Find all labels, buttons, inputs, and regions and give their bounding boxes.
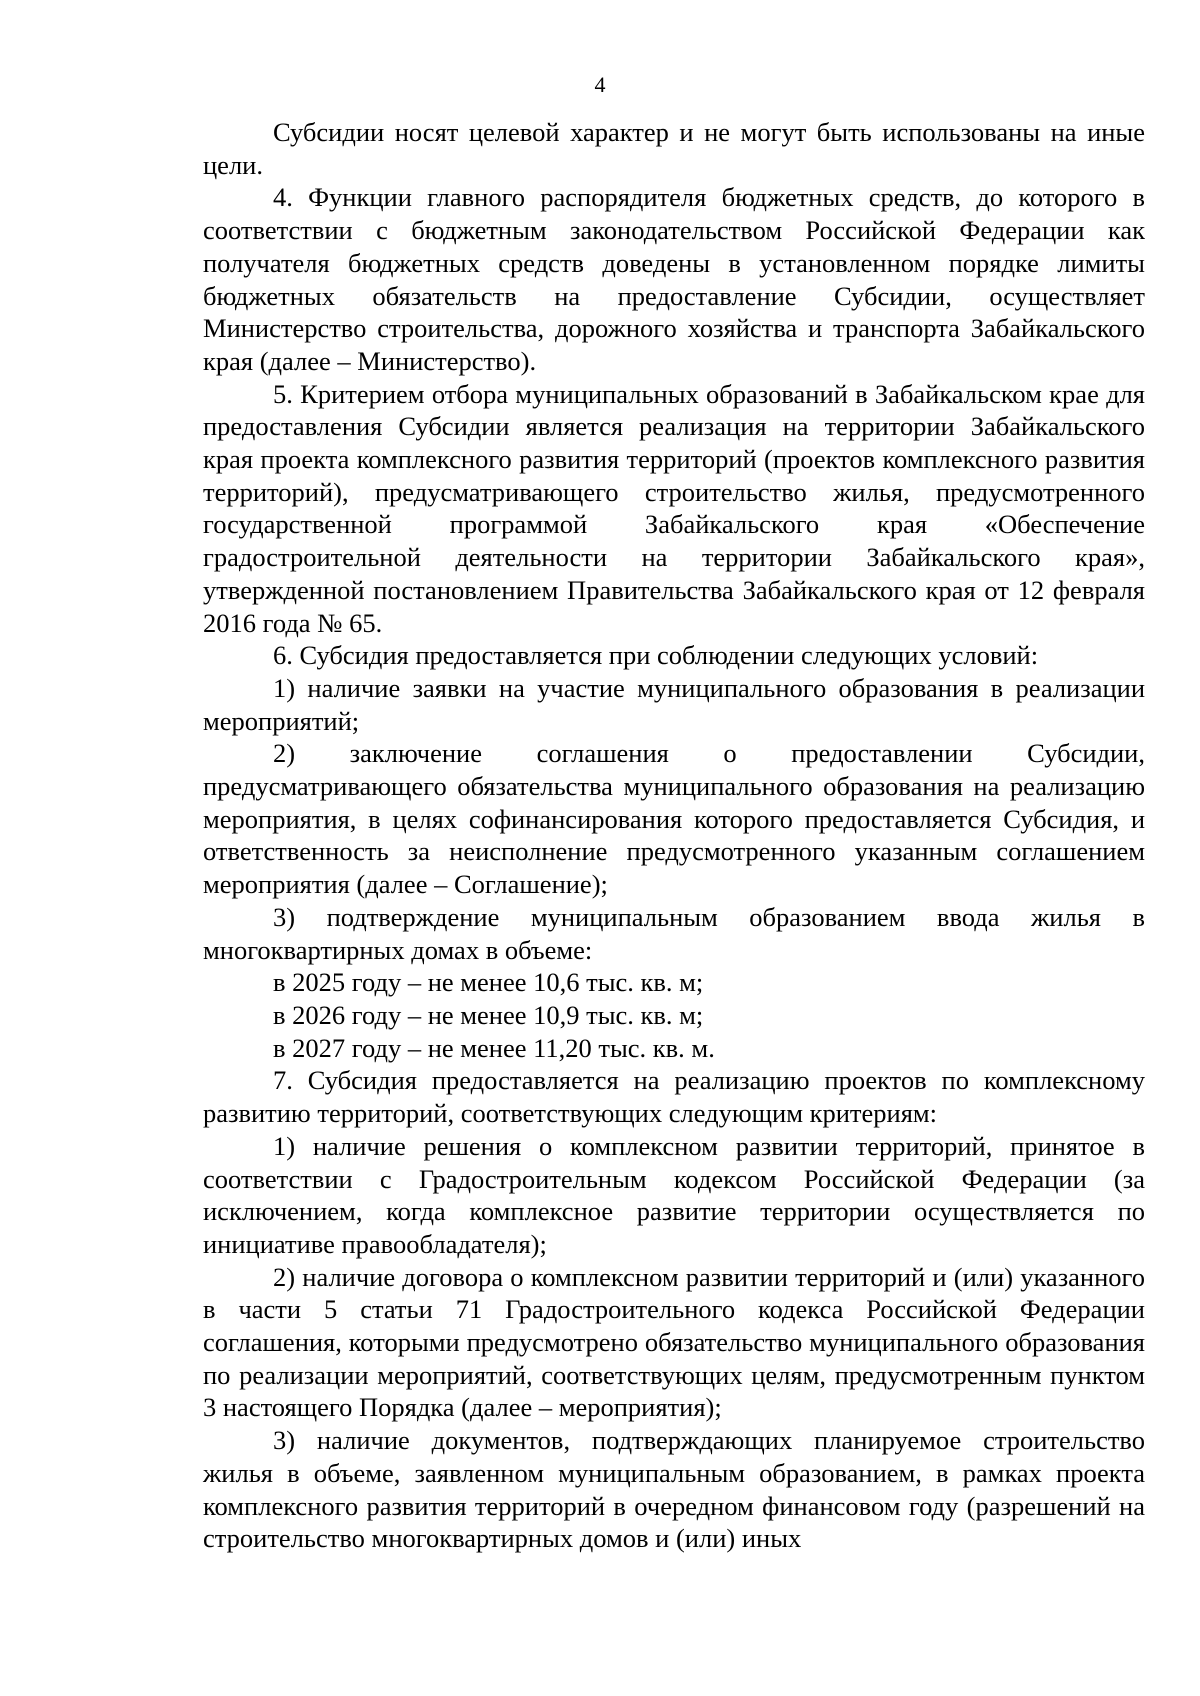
paragraph-7-criterion-3: 3) наличие документов, подтверждающих планируемое строительство жилья в объеме, заявленном муниципальным образованием, в рамках проекта комплексного развития территорий в очередном финансовом году (разрешений на строительство многоквартирных домов и (или) иных	[203, 1425, 1145, 1554]
paragraph-6-condition-1: 1) наличие заявки на участие муниципального образования в реализации мероприятий;	[203, 672, 1145, 736]
document-body	[203, 116, 1145, 1555]
paragraph-4-budget-manager: 4. Функции главного распорядителя бюджетных средств, до которого в соответствии с бюджетным законодательством Российской Федерации как получателя бюджетных средств доведены в установленном порядке лимиты бюджетных обязательств на предоставление Субсидии, осуществляет Министерство строительства, дорожного хозяйства и транспорта Забайкальского края (далее – Министерство).	[203, 182, 1145, 376]
paragraph-6-conditions: 6. Субсидия предоставляется при соблюдении следующих условий:	[273, 640, 1039, 671]
paragraph-7-criterion-1: 1) наличие решения о комплексном развитии территорий, принятое в соответствии с Градостроительным кодексом Российской Федерации (за исключением, когда комплексное развитие территории осуществляется по инициативе правообладателя);	[203, 1130, 1145, 1259]
paragraph-7-criterion-2: 2) наличие договора о комплексном развитии территорий и (или) указанного в части 5 статьи 71 Градостроительного кодекса Российской Федерации соглашения, которыми предусмотрено обязательство муниципального образования по реализации мероприятий, соответствующих целям, предусмотренным пунктом 3 настоящего Порядка (далее – мероприятия);	[203, 1261, 1145, 1423]
paragraph-6-condition-3: 3) подтверждение муниципальным образованием ввода жилья в многоквартирных домах в объеме:	[203, 901, 1145, 965]
page-number: 4	[594, 72, 606, 97]
paragraph-volume-2025: в 2025 году – не менее 10,6 тыс. кв. м;	[273, 967, 704, 998]
paragraph-subsidy-purpose: Субсидии носят целевой характер и не могут быть использованы на иные цели.	[203, 117, 1145, 180]
paragraph-volume-2026: в 2026 году – не менее 10,9 тыс. кв. м;	[273, 999, 704, 1030]
paragraph-volume-2027: в 2027 году – не менее 11,20 тыс. кв. м.	[273, 1032, 715, 1063]
paragraph-5-selection-criterion: 5. Критерием отбора муниципальных образований в Забайкальском крае для предоставления Субсидии является реализация на территории Забайкальского края проекта комплексного развития территорий (проектов комплексного развития территорий), предусматривающего строительство жилья, предусмотренного государственной программой Забайкальского края «Обеспечение градостроительной деятельности на территории Забайкальского края», утвержденной постановлением Правительства Забайкальского края от 12 февраля 2016 года № 65.	[203, 378, 1145, 638]
paragraph-6-condition-2: 2) заключение соглашения о предоставлении Субсидии, предусматривающего обязательства муниципального образования на реализацию мероприятия, в целях софинансирования которого предоставляется Субсидия, и ответственность за неисполнение предусмотренного указанным соглашением мероприятия (далее – Соглашение);	[203, 738, 1145, 900]
paragraph-7-criteria: 7. Субсидия предоставляется на реализацию проектов по комплексному развитию территорий, соответствующих следующим критериям:	[203, 1065, 1145, 1129]
